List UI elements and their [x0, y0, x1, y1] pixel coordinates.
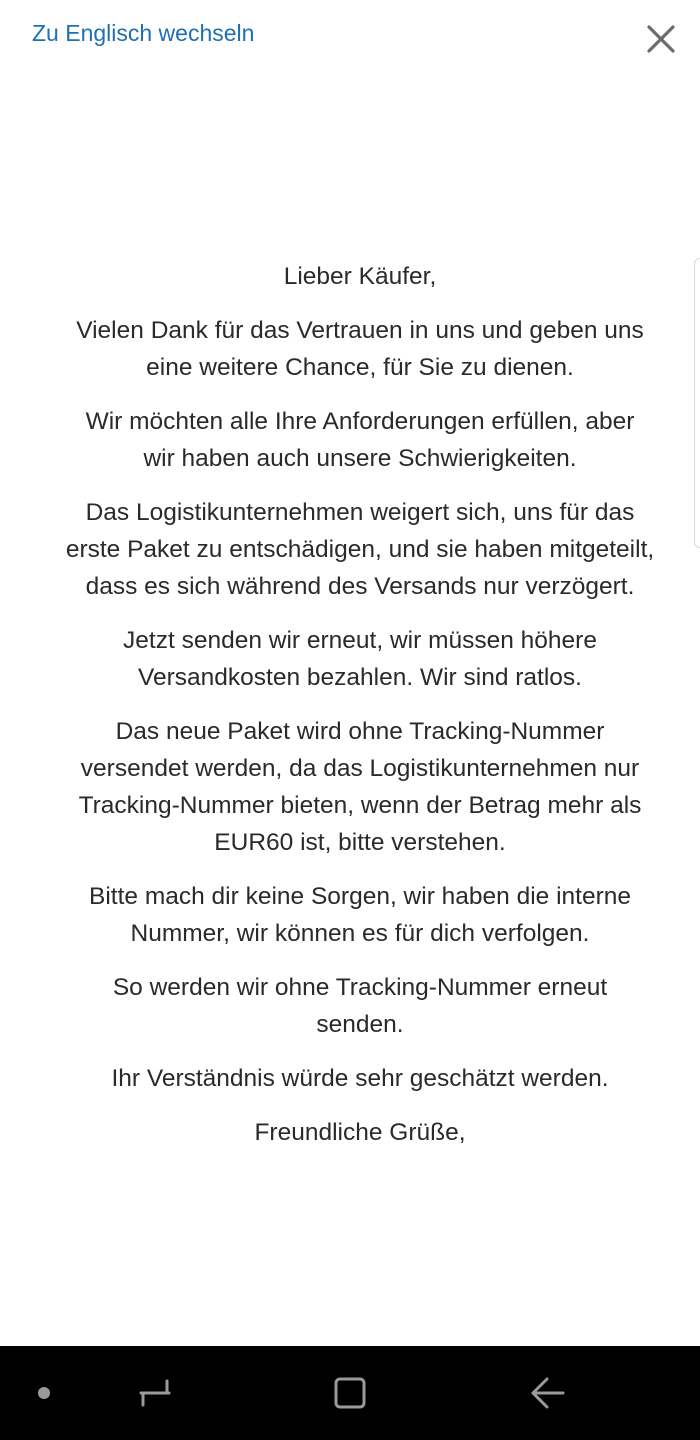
- switch-to-english-link[interactable]: Zu Englisch wechseln: [32, 20, 255, 46]
- home-button[interactable]: [320, 1346, 380, 1440]
- message-paragraph: Ihr Verständnis würde sehr geschätzt werden.: [111, 1065, 609, 1092]
- message-paragraph: Das Logistikunternehmen weigert sich, uns für das erste Paket zu entschädigen, und sie haben mitgeteilt, dass es sich während des Versands nur verzögert.: [65, 499, 655, 600]
- scroll-indicator[interactable]: [694, 258, 700, 548]
- message-paragraph: Vielen Dank für das Vertrauen in uns und geben uns eine weitere Chance, für Sie zu dienen.: [76, 317, 644, 381]
- recents-button[interactable]: [125, 1346, 185, 1440]
- system-navigation-bar: [0, 1346, 700, 1440]
- message-paragraph: Wir möchten alle Ihre Anforderungen erfüllen, aber wir haben auch unsere Schwierigkeiten.: [85, 408, 635, 472]
- message-paragraph: Jetzt senden wir erneut, wir müssen höhere Versandkosten bezahlen. Wir sind ratlos.: [123, 627, 597, 691]
- recents-icon: [135, 1373, 175, 1413]
- message-paragraph: So werden wir ohne Tracking-Nummer erneut senden.: [112, 974, 608, 1038]
- back-icon: [527, 1373, 567, 1413]
- back-button[interactable]: [517, 1346, 577, 1440]
- message-paragraph: Lieber Käufer,: [283, 263, 437, 290]
- nav-dot-button[interactable]: [24, 1346, 64, 1440]
- message-paragraph: Bitte mach dir keine Sorgen, wir haben die interne Nummer, wir können es für dich verfolgen.: [88, 883, 632, 947]
- home-icon: [330, 1373, 370, 1413]
- close-icon: [644, 22, 678, 56]
- message-paragraph: Das neue Paket wird ohne Tracking-Nummer versendet werden, da das Logistikunternehmen nur Tracking-Nummer bieten, wenn der Betrag mehr als EUR60 ist, bitte verstehen.: [78, 718, 642, 856]
- message-body: [40, 258, 680, 1168]
- close-button[interactable]: [644, 22, 678, 56]
- message-paragraph: Freundliche Grüße,: [254, 1119, 466, 1146]
- dot-icon: [36, 1385, 52, 1401]
